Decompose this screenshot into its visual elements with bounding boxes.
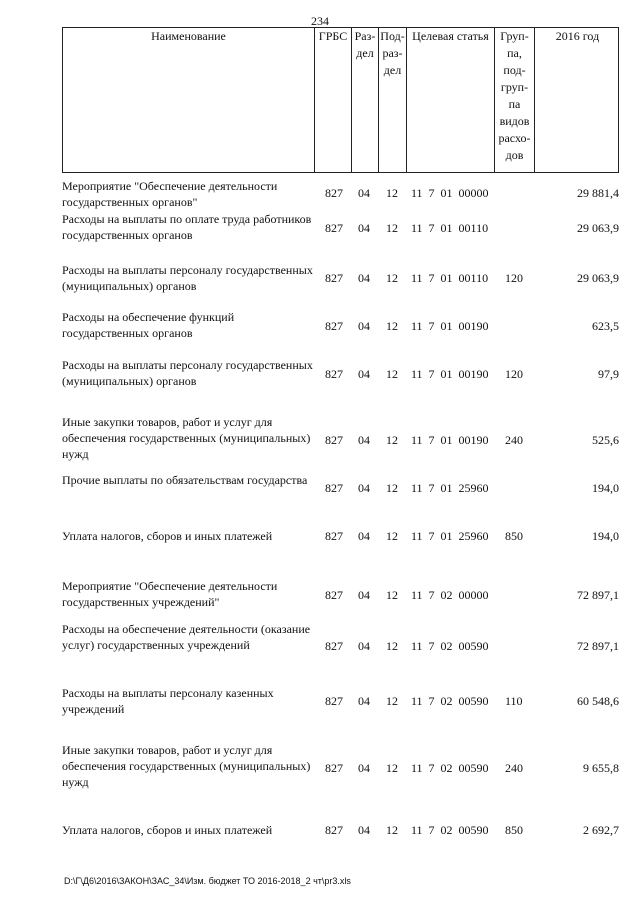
row-podrazdel: 12 [386, 319, 398, 333]
row-podrazdel: 12 [386, 529, 398, 543]
row-celevaya-statya: 11 7 01 00110 [411, 221, 489, 235]
row-vid-rashodov: 110 [505, 694, 523, 708]
row-grbs: 827 [325, 367, 343, 381]
row-name: Уплата налогов, сборов и иных платежей [62, 823, 273, 837]
row-razdel: 04 [358, 639, 370, 653]
row-celevaya-statya: 11 7 02 00590 [411, 694, 489, 708]
row-grbs: 827 [325, 433, 343, 447]
row-amount: 97,9 [598, 367, 619, 381]
row-grbs: 827 [325, 529, 343, 543]
header-podrazdel: Под- раз- дел [379, 28, 407, 172]
row-celevaya-statya: 11 7 01 25960 [411, 529, 489, 543]
row-grbs: 827 [325, 481, 343, 495]
row-podrazdel: 12 [386, 433, 398, 447]
row-razdel: 04 [358, 319, 370, 333]
row-name: Уплата налогов, сборов и иных платежей [62, 529, 273, 543]
row-amount: 72 897,1 [577, 639, 619, 653]
row-amount: 29 063,9 [577, 221, 619, 235]
header-name: Наименование [63, 28, 315, 172]
row-vid-rashodov: 240 [505, 433, 523, 447]
row-name: Расходы на обеспечение функций государственных органов [62, 310, 235, 340]
row-grbs: 827 [325, 221, 343, 235]
row-name: Мероприятие "Обеспечение деятельности государственных органов" [62, 179, 278, 209]
row-amount: 2 692,7 [583, 823, 619, 837]
header-razdel: Раз- дел [352, 28, 379, 172]
row-amount: 194,0 [592, 529, 619, 543]
row-grbs: 827 [325, 761, 343, 775]
row-amount: 9 655,8 [583, 761, 619, 775]
row-celevaya-statya: 11 7 01 25960 [411, 481, 489, 495]
row-amount: 60 548,6 [577, 694, 619, 708]
row-name: Расходы на выплаты персоналу казенных учреждений [62, 686, 274, 716]
row-name: Прочие выплаты по обязательствам государства [62, 473, 308, 487]
row-razdel: 04 [358, 529, 370, 543]
row-podrazdel: 12 [386, 367, 398, 381]
row-grbs: 827 [325, 823, 343, 837]
row-name: Иные закупки товаров, работ и услуг для обеспечения государственных (муниципальных) нужд [62, 743, 311, 789]
row-vid-rashodov: 120 [505, 367, 523, 381]
row-celevaya-statya: 11 7 01 00190 [411, 319, 489, 333]
file-path-footer: D:\Г\Д6\2016\ЗАКОН\ЗАС_34\Изм. бюджет ТО 2016-2018_2 чт\pr3.xls [64, 876, 351, 886]
row-razdel: 04 [358, 221, 370, 235]
row-podrazdel: 12 [386, 694, 398, 708]
row-podrazdel: 12 [386, 481, 398, 495]
table-header [62, 27, 619, 173]
row-razdel: 04 [358, 433, 370, 447]
row-amount: 525,6 [592, 433, 619, 447]
row-vid-rashodov: 850 [505, 823, 523, 837]
row-amount: 29 881,4 [577, 186, 619, 200]
row-grbs: 827 [325, 319, 343, 333]
row-amount: 72 897,1 [577, 588, 619, 602]
row-celevaya-statya: 11 7 01 00190 [411, 367, 489, 381]
row-amount: 29 063,9 [577, 271, 619, 285]
header-grbs: ГРБС [315, 28, 352, 172]
row-name: Расходы на обеспечение деятельности (оказание услуг) государственных учреждений [62, 622, 311, 652]
row-razdel: 04 [358, 588, 370, 602]
row-podrazdel: 12 [386, 588, 398, 602]
row-celevaya-statya: 11 7 02 00590 [411, 823, 489, 837]
row-amount: 623,5 [592, 319, 619, 333]
row-grbs: 827 [325, 588, 343, 602]
row-razdel: 04 [358, 481, 370, 495]
row-podrazdel: 12 [386, 221, 398, 235]
row-podrazdel: 12 [386, 823, 398, 837]
row-vid-rashodov: 120 [505, 271, 523, 285]
row-razdel: 04 [358, 186, 370, 200]
row-podrazdel: 12 [386, 761, 398, 775]
page-number: 234 [311, 14, 329, 28]
row-podrazdel: 12 [386, 271, 398, 285]
row-podrazdel: 12 [386, 639, 398, 653]
row-celevaya-statya: 11 7 01 00190 [411, 433, 489, 447]
row-podrazdel: 12 [386, 186, 398, 200]
row-grbs: 827 [325, 186, 343, 200]
row-name: Мероприятие "Обеспечение деятельности государственных учреждений" [62, 579, 278, 609]
row-name: Расходы на выплаты персоналу государственных (муниципальных) органов [62, 263, 313, 293]
row-amount: 194,0 [592, 481, 619, 495]
row-celevaya-statya: 11 7 01 00000 [411, 186, 489, 200]
row-grbs: 827 [325, 639, 343, 653]
row-celevaya-statya: 11 7 02 00590 [411, 761, 489, 775]
row-razdel: 04 [358, 761, 370, 775]
header-year: 2016 год [555, 29, 600, 43]
row-name: Расходы на выплаты по оплате труда работников государственных органов [62, 212, 312, 242]
row-celevaya-statya: 11 7 02 00590 [411, 639, 489, 653]
header-gruppa-vidov-rashodov: Груп- па, под- груп- па видов расхо- дов [495, 28, 535, 172]
row-celevaya-statya: 11 7 01 00110 [411, 271, 489, 285]
row-razdel: 04 [358, 367, 370, 381]
row-vid-rashodov: 850 [505, 529, 523, 543]
row-name: Иные закупки товаров, работ и услуг для обеспечения государственных (муниципальных) нужд [62, 415, 311, 461]
row-grbs: 827 [325, 694, 343, 708]
row-grbs: 827 [325, 271, 343, 285]
header-celevaya-statya: Целевая статья [407, 28, 495, 172]
row-vid-rashodov: 240 [505, 761, 523, 775]
row-celevaya-statya: 11 7 02 00000 [411, 588, 489, 602]
row-name: Расходы на выплаты персоналу государственных (муниципальных) органов [62, 358, 313, 388]
row-razdel: 04 [358, 823, 370, 837]
row-razdel: 04 [358, 694, 370, 708]
row-razdel: 04 [358, 271, 370, 285]
